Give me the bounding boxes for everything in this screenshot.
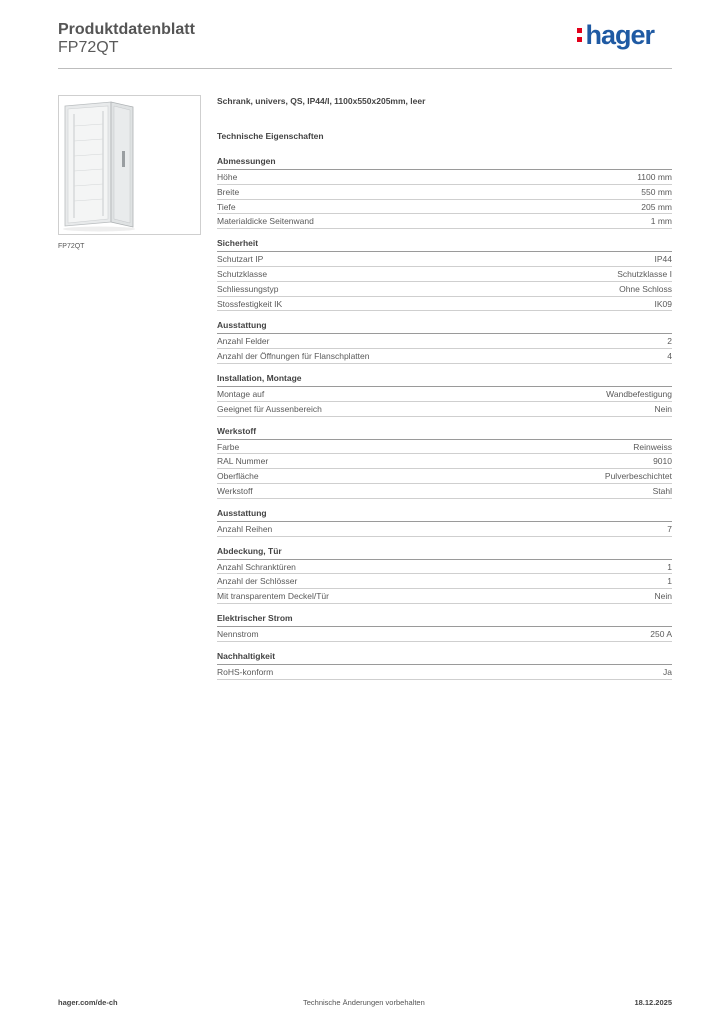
property-label: Schutzklasse [217,268,268,279]
property-value: Nein [654,591,672,602]
property-value: Reinweiss [633,441,672,452]
property-label: Anzahl der Schlösser [217,576,298,587]
property-row [217,252,672,267]
property-label: RAL Nummer [217,456,269,467]
section-title: Elektrischer Strom [217,613,672,627]
property-row [217,560,672,575]
footer-note: Technische Änderungen vorbehalten [303,998,425,1007]
property-value: 1 mm [650,216,672,227]
property-label: Materialdicke Seitenwand [217,216,314,227]
property-label: Werkstoff [217,485,253,496]
property-value: Ohne Schloss [619,283,672,294]
property-label: Mit transparentem Deckel/Tür [217,591,329,602]
page-header [58,20,672,70]
section-title: Abmessungen [217,156,672,170]
property-value: 550 mm [641,186,672,197]
logo-dots-icon [577,23,582,45]
page-footer [58,998,672,1010]
property-value: 1 [667,561,672,572]
property-section [217,426,672,499]
property-row [217,200,672,215]
property-label: Schutzart IP [217,254,264,265]
property-value: 250 A [650,628,672,639]
property-section [217,651,672,680]
document-title: Produktdatenblatt [58,21,195,38]
property-row [217,469,672,484]
property-label: Montage auf [217,388,265,399]
property-label: Anzahl Reihen [217,523,273,534]
property-row [217,170,672,185]
product-description: Schrank, univers, QS, IP44/I, 1100x550x205mm, leer [217,96,426,106]
header-divider [58,68,672,69]
property-label: Stossfestigkeit IK [217,298,283,309]
property-section [217,508,672,537]
property-section [217,613,672,642]
property-section [217,546,672,604]
property-value: 1100 mm [637,172,672,182]
property-label: Anzahl Schranktüren [217,561,296,572]
product-code: FP72QT [58,39,119,56]
footer-date: 18.12.2025 [634,998,672,1007]
property-label: Geeignet für Aussenbereich [217,403,322,414]
technical-properties-heading: Technische Eigenschaften [217,131,324,141]
property-value: Stahl [652,485,672,496]
property-row [217,387,672,402]
product-image [58,95,201,235]
property-section [217,320,672,364]
property-value: 2 [667,336,672,347]
property-row [217,665,672,680]
property-value: Wandbefestigung [606,388,672,399]
property-value: 9010 [653,456,672,467]
cabinet-image [59,96,200,234]
property-value: Pulverbeschichtet [604,471,672,482]
section-title: Installation, Montage [217,373,672,387]
property-label: Breite [217,186,240,197]
property-row [217,334,672,349]
section-title: Werkstoff [217,426,672,440]
property-row [217,454,672,469]
property-row [217,574,672,589]
footer-website-link[interactable]: hager.com/de-ch [58,998,118,1007]
property-row [217,522,672,537]
property-label: RoHS-konform [217,666,274,677]
property-value: Ja [663,666,672,677]
properties-sections [217,156,672,680]
property-row [217,349,672,364]
logo-text: hager [585,20,654,50]
section-title: Abdeckung, Tür [217,546,672,560]
property-value: 7 [667,523,672,534]
property-value: 4 [667,351,672,362]
property-label: Oberfläche [217,471,259,482]
section-title: Ausstattung [217,508,672,522]
property-label: Anzahl Felder [217,336,270,347]
property-label: Höhe [217,172,238,182]
property-label: Anzahl der Öffnungen für Flanschplatten [217,351,370,362]
property-row [217,185,672,200]
property-row [217,440,672,455]
property-label: Farbe [217,441,240,452]
property-label: Schliessungstyp [217,283,279,294]
property-section [217,373,672,417]
property-value: 205 mm [641,201,672,212]
property-row [217,297,672,312]
section-title: Nachhaltigkeit [217,651,672,665]
property-section [217,156,672,229]
property-value: Nein [654,403,672,414]
section-title: Ausstattung [217,320,672,334]
property-value: 1 [667,576,672,587]
property-row [217,589,672,604]
property-label: Nennstrom [217,628,259,639]
property-row [217,214,672,229]
property-value: Schutzklasse I [617,268,672,279]
image-caption: FP72QT [58,243,85,250]
hager-logo [577,20,654,51]
property-row [217,267,672,282]
property-section [217,238,672,311]
product-data-content [217,96,672,680]
property-row [217,282,672,297]
section-title: Sicherheit [217,238,672,252]
property-row [217,484,672,499]
property-value: IP44 [654,254,672,265]
property-row [217,627,672,642]
property-row [217,402,672,417]
property-label: Tiefe [217,201,236,212]
property-value: IK09 [654,298,672,309]
